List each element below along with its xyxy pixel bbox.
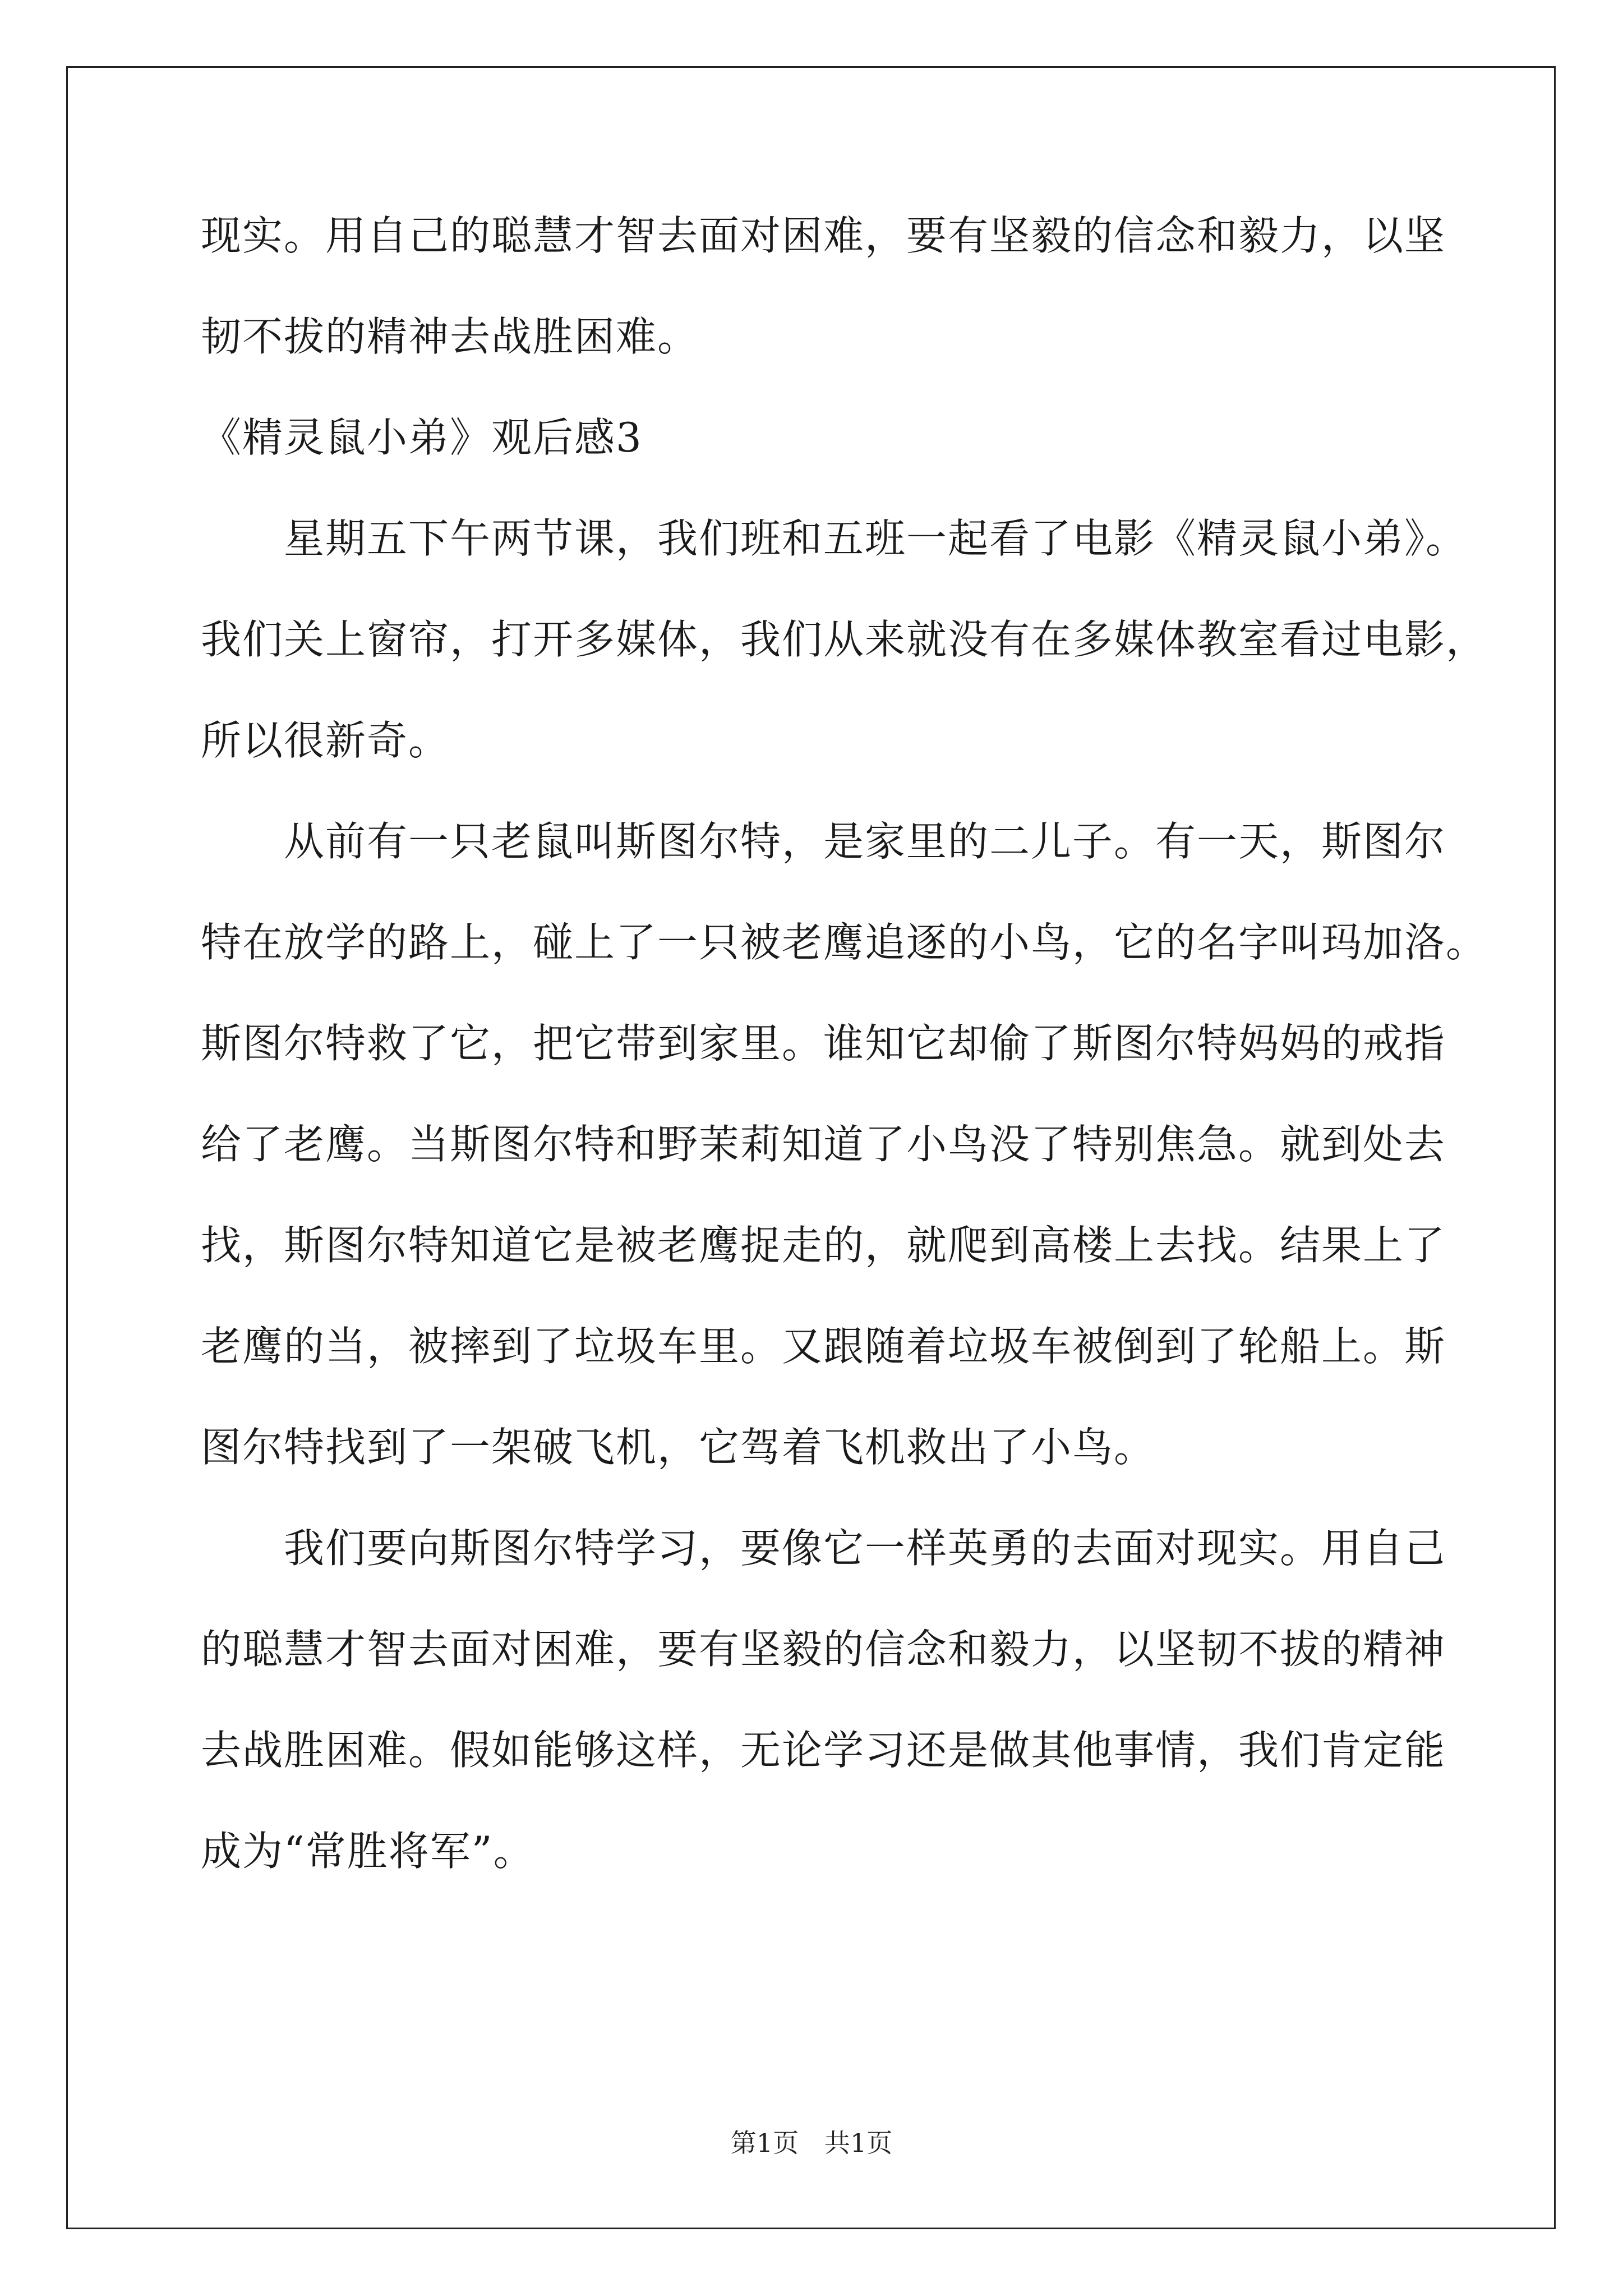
text-line: 现实。用自己的聪慧才智去面对困难，要有坚毅的信念和毅力，以坚 [201, 212, 1446, 259]
text-line: 特在放学的路上，碰上了一只被老鹰追逐的小鸟，它的名字叫玛加洛。 [201, 919, 1488, 966]
section-heading: 《精灵鼠小弟》观后感3 [201, 414, 643, 461]
text-line: 所以很新奇。 [201, 717, 450, 764]
text-line: 从前有一只老鼠叫斯图尔特，是家里的二儿子。有一天，斯图尔 [284, 818, 1446, 865]
text-line: 我们关上窗帘，打开多媒体，我们从来就没有在多媒体教室看过电影， [201, 616, 1488, 663]
text-line: 斯图尔特救了它，把它带到家里。谁知它却偷了斯图尔特妈妈的戒指 [201, 1020, 1446, 1067]
text-line: 我们要向斯图尔特学习，要像它一样英勇的去面对现实。用自己 [284, 1525, 1446, 1572]
text-line: 给了老鹰。当斯图尔特和野茉莉知道了小鸟没了特别焦急。就到处去 [201, 1121, 1446, 1168]
text-line: 韧不拔的精神去战胜困难。 [201, 313, 699, 360]
text-line: 成为“常胜将军”。 [201, 1828, 535, 1875]
text-line: 去战胜困难。假如能够这样，无论学习还是做其他事情，我们肯定能 [201, 1727, 1446, 1774]
text-line: 老鹰的当，被摔到了垃圾车里。又跟随着垃圾车被倒到了轮船上。斯 [201, 1323, 1446, 1370]
text-line: 的聪慧才智去面对困难，要有坚毅的信念和毅力，以坚韧不拔的精神 [201, 1626, 1446, 1673]
text-line: 找，斯图尔特知道它是被老鹰捉走的，就爬到高楼上去找。结果上了 [201, 1222, 1446, 1269]
text-line: 星期五下午两节课，我们班和五班一起看了电影《精灵鼠小弟》。 [284, 515, 1468, 562]
page-number-footer: 第1页 共1页 [730, 2128, 893, 2158]
text-line: 图尔特找到了一架破飞机，它驾着飞机救出了小鸟。 [201, 1424, 1156, 1471]
